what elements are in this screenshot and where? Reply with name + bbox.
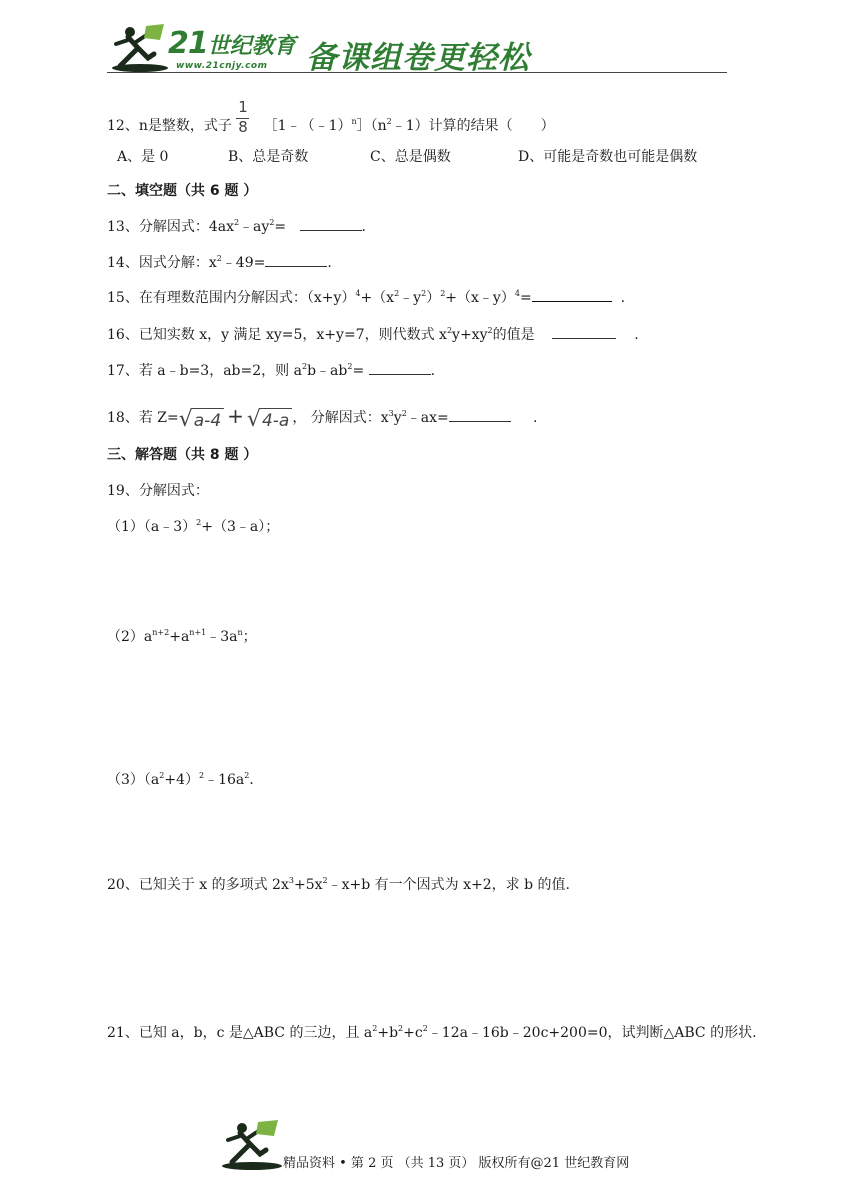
section-2-title: 二、填空题（共 6 题 ）	[107, 183, 258, 199]
answer-blank	[449, 409, 511, 422]
sqrt-expression: √ a-4	[179, 408, 224, 432]
question-19-title: 19、分解因式：	[107, 483, 209, 499]
sqrt-expression: √ 4-a	[247, 408, 292, 432]
option-b: B、总是奇数	[228, 149, 309, 165]
fraction-one-eighth: $\frac{1}{8}$	[238, 98, 248, 136]
page-footer	[0, 1112, 861, 1192]
question-20: 20、已知关于 x 的多项式 $2x^3+5x^2﹣x+b$ 有一个因式为 x+2，求 b 的值.	[107, 876, 570, 893]
option-c: C、总是偶数	[370, 149, 451, 165]
question-21: 21、已知 a，b，c 是△ABC 的三边，且 $a^2+b^2+c^2﹣12a﹣16b﹣20c+200=0$，试判断△ABC 的形状.	[107, 1024, 757, 1041]
brand-number: 21	[168, 26, 208, 61]
footer-text: 精品资料 • 第 2 页 （共 13 页） 版权所有@21 世纪教育网	[283, 1156, 630, 1171]
answer-blank	[265, 254, 327, 267]
answer-blank	[532, 289, 612, 302]
question-19-part-2: $(2)a^{n+2}+a^{n+1}﹣3a^n$；	[107, 628, 257, 645]
question-19-part-3: $(3)(a^2+4)^2﹣16a^2$．	[107, 771, 264, 788]
answer-blank	[300, 218, 362, 231]
footer-runner-logo-icon	[218, 1116, 284, 1172]
page-header	[0, 0, 861, 80]
brand-logo	[168, 26, 296, 61]
option-d: D、可能是奇数也可能是偶数	[518, 149, 698, 165]
header-slogan: 备课组卷更轻松	[306, 40, 530, 76]
runner-logo-icon	[108, 22, 170, 74]
question-18: 18、若 Z= √ a-4 + √ 4-a ， 分解因式：$x^3y^2﹣ax=$ .	[107, 404, 538, 432]
question-15: 15、在有理数范围内分解因式：$(x+y)^4+(x^2﹣y^2)^2+(x﹣y)^4=$ .	[107, 289, 626, 306]
answer-blank	[552, 326, 616, 339]
question-12: 12、n是整数，式子 $\frac{1}{8}$ $[1﹣(﹣1)^n](n^2﹣1)$计算的结果（ ）	[107, 110, 555, 140]
question-19-part-1: （1）（a﹣3）$^2$+（3﹣a）；	[107, 518, 280, 535]
question-14: 14、因式分解：$x^2﹣49=$ .	[107, 254, 332, 271]
question-16: 16、已知实数 x，y 满足 xy=5，x+y=7，则代数式 $x^2y+xy^2$的值是 .	[107, 326, 639, 343]
question-17: 17、若 a﹣b=3，ab=2，则 $a^2b﹣ab^2=$ .	[107, 362, 436, 379]
brand-name: 世纪教育	[207, 34, 296, 59]
header-rule	[107, 72, 727, 73]
brand-url: www.21cnjy.com	[176, 61, 268, 71]
question-13: 13、分解因式：$4ax^2﹣ay^2=$ .	[107, 218, 366, 235]
option-a: A、是 0	[117, 149, 169, 165]
answer-blank	[369, 362, 431, 375]
section-3-title: 三、解答题（共 8 题 ）	[107, 447, 258, 463]
